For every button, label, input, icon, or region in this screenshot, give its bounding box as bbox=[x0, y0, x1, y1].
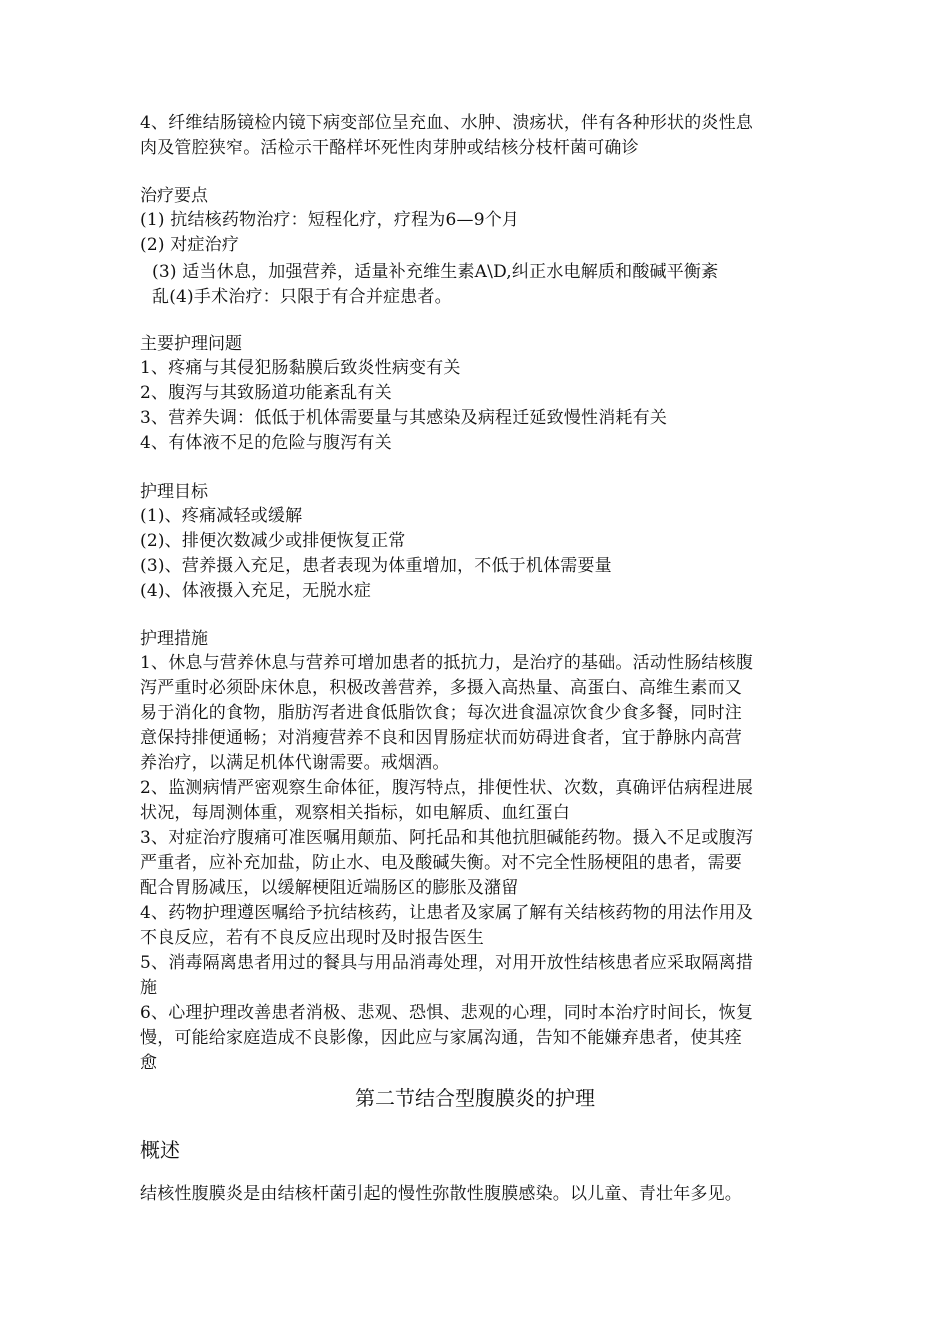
problems-item: 4、有体液不足的危险与腹泻有关 bbox=[140, 433, 392, 453]
section-title: 第二节结合型腹膜炎的护理 bbox=[355, 1086, 595, 1110]
overview-text: 结核性腹膜炎是由结核杆菌引起的慢性弥散性腹膜感染。以儿童、青壮年多见。 bbox=[140, 1184, 742, 1204]
measures-line: 愈 bbox=[140, 1053, 158, 1073]
treatment-item-3-a: (3) 适当休息，加强营养，适量补充维生素A\D,纠正水电解质和酸碱平衡紊 bbox=[152, 262, 719, 282]
measures-line: 4、药物护理遵医嘱给予抗结核药，让患者及家属了解有关结核药物的用法作用及 bbox=[140, 903, 754, 923]
intro-line-2: 肉及管腔狭窄。活检示干酪样坏死性肉芽肿或结核分枝杆菌可确诊 bbox=[140, 138, 639, 158]
goals-item: (1)、疼痛减轻或缓解 bbox=[140, 506, 303, 526]
treatment-item-2: (2) 对症治疗 bbox=[140, 235, 240, 255]
intro-line-1: 4、纤维结肠镜检内镜下病变部位呈充血、水肿、溃疡状，伴有各种形状的炎性息 bbox=[140, 113, 754, 133]
measures-line: 易于消化的食物，脂肪泻者进食低脂饮食；每次进食温凉饮食少食多餐，同时注 bbox=[140, 703, 742, 723]
measures-line: 3、对症治疗腹痛可准医嘱用颠茄、阿托品和其他抗胆碱能药物。摄入不足或腹泻 bbox=[140, 828, 754, 848]
treatment-item-3-b: 乱(4)手术治疗：只限于有合并症患者。 bbox=[152, 287, 452, 307]
measures-heading: 护理措施 bbox=[140, 629, 208, 649]
overview-heading: 概述 bbox=[140, 1138, 180, 1162]
measures-line: 施 bbox=[140, 978, 158, 998]
goals-item: (4)、体液摄入充足，无脱水症 bbox=[140, 581, 372, 601]
measures-line: 2、监测病情严密观察生命体征，腹泻特点，排便性状、次数，真确评估病程进展 bbox=[140, 778, 754, 798]
measures-line: 6、心理护理改善患者消极、悲观、恐惧、悲观的心理，同时本治疗时间长，恢复 bbox=[140, 1003, 754, 1023]
measures-line: 慢，可能给家庭造成不良影像，因此应与家属沟通，告知不能嫌弃患者，使其痊 bbox=[140, 1028, 742, 1048]
measures-line: 1、休息与营养休息与营养可增加患者的抵抗力，是治疗的基础。活动性肠结核腹 bbox=[140, 653, 754, 673]
measures-line: 泻严重时必须卧床休息，积极改善营养，多摄入高热量、高蛋白、高维生素而又 bbox=[140, 678, 742, 698]
measures-line: 状况，每周测体重，观察相关指标，如电解质、血红蛋白 bbox=[140, 803, 570, 823]
goals-item: (2)、排便次数减少或排便恢复正常 bbox=[140, 531, 406, 551]
goals-heading: 护理目标 bbox=[140, 482, 208, 502]
treatment-item-1: (1) 抗结核药物治疗：短程化疗，疗程为6—9个月 bbox=[140, 210, 520, 230]
problems-heading: 主要护理问题 bbox=[140, 334, 242, 354]
treatment-heading: 治疗要点 bbox=[140, 186, 208, 206]
problems-item: 3、营养失调：低低于机体需要量与其感染及病程迁延致慢性消耗有关 bbox=[140, 408, 668, 428]
problems-item: 2、腹泻与其致肠道功能紊乱有关 bbox=[140, 383, 392, 403]
measures-line: 严重者，应补充加盐，防止水、电及酸碱失衡。对不完全性肠梗阻的患者，需要 bbox=[140, 853, 742, 873]
measures-line: 意保持排便通畅；对消瘦营养不良和因胃肠症状而妨碍进食者，宜于静脉内高营 bbox=[140, 728, 742, 748]
measures-line: 养治疗，以满足机体代谢需要。戒烟酒。 bbox=[140, 753, 450, 773]
measures-line: 不良反应，若有不良反应出现时及时报告医生 bbox=[140, 928, 484, 948]
goals-item: (3)、营养摄入充足，患者表现为体重增加，不低于机体需要量 bbox=[140, 556, 612, 576]
measures-line: 5、消毒隔离患者用过的餐具与用品消毒处理，对用开放性结核患者应采取隔离措 bbox=[140, 953, 754, 973]
measures-line: 配合胃肠减压，以缓解梗阻近端肠区的膨胀及潴留 bbox=[140, 878, 519, 898]
problems-item: 1、疼痛与其侵犯肠黏膜后致炎性病变有关 bbox=[140, 358, 461, 378]
